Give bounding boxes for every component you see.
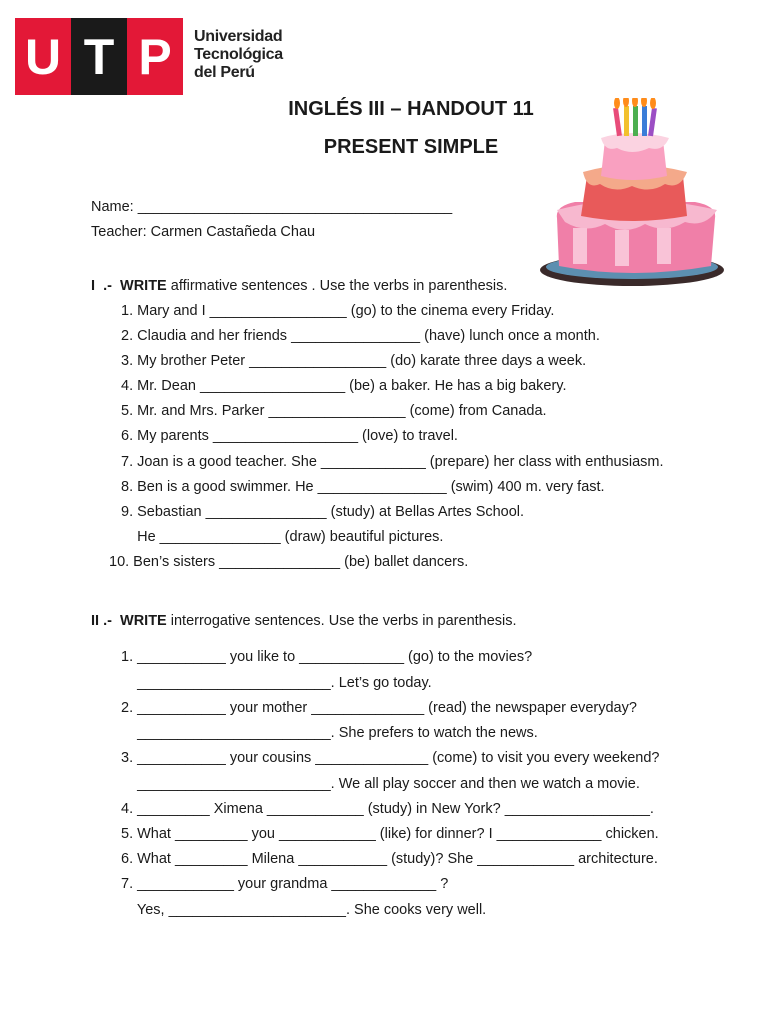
- exercise-2-item: Yes, ______________________. She cooks very well.: [121, 902, 487, 918]
- section-1-number: I .-: [91, 278, 112, 294]
- exercise-1-item: 6. My parents __________________ (love) to travel.: [121, 428, 458, 444]
- exercise-2-item: 6. What _________ Milena ___________ (study)? She ____________ architecture.: [121, 851, 658, 867]
- birthday-cake-illustration: [535, 98, 730, 293]
- utp-logo: [15, 18, 183, 95]
- exercise-2-item: ________________________. We all play soccer and then we watch a movie.: [121, 776, 640, 792]
- university-name: [194, 28, 283, 82]
- exercise-1-item: 9. Sebastian _______________ (study) at Bellas Artes School.: [121, 504, 525, 520]
- exercise-2-item: ________________________. Let’s go today.: [121, 675, 432, 691]
- exercise-2-item: 3. ___________ your cousins ______________ (come) to visit you every weekend?: [121, 750, 660, 766]
- exercise-2-item: 7. ____________ your grandma _____________ ?: [121, 876, 449, 892]
- exercise-1-item: 5. Mr. and Mrs. Parker _________________ (come) from Canada.: [121, 403, 547, 419]
- logo-letter-t: T: [71, 18, 127, 95]
- exercise-1-item: 2. Claudia and her friends ________________ (have) lunch once a month.: [121, 328, 600, 344]
- exercise-1-item: 4. Mr. Dean __________________ (be) a baker. He has a big bakery.: [121, 378, 567, 394]
- section-1-keyword: WRITE: [120, 278, 167, 294]
- university-name-line: del Perú: [194, 64, 255, 81]
- handout-subtitle: PRESENT SIMPLE: [323, 136, 499, 158]
- section-2-instruction: interrogative sentences. Use the verbs in parenthesis.: [170, 613, 517, 629]
- exercise-1-item: 10. Ben’s sisters _______________ (be) ballet dancers.: [109, 554, 469, 570]
- exercise-1-item: 7. Joan is a good teacher. She _____________ (prepare) her class with enthusiasm.: [121, 454, 664, 470]
- section-1-heading: [91, 277, 507, 295]
- exercise-1-item: 3. My brother Peter _________________ (do) karate three days a week.: [121, 353, 587, 369]
- university-name-line: Universidad: [194, 28, 283, 45]
- exercise-2-item: 2. ___________ your mother ______________ (read) the newspaper everyday?: [121, 700, 637, 716]
- section-2-keyword: WRITE: [120, 613, 167, 629]
- university-name-line: Tecnológica: [194, 46, 283, 63]
- handout-title: INGLÉS III – HANDOUT 11: [288, 98, 534, 120]
- exercise-1-item: He _______________ (draw) beautiful pictures.: [121, 529, 444, 545]
- exercise-1-item: 8. Ben is a good swimmer. He ________________ (swim) 400 m. very fast.: [121, 479, 605, 495]
- teacher-name: Teacher: Carmen Castañeda Chau: [91, 224, 316, 240]
- logo-letter-p: P: [127, 18, 183, 95]
- exercise-2-item: 5. What _________ you ____________ (like) for dinner? I _____________ chicken.: [121, 826, 659, 842]
- exercise-2-item: 4. _________ Ximena ____________ (study) in New York? __________________.: [121, 801, 654, 817]
- student-name-field: Name: _______________________________________: [91, 199, 453, 215]
- section-2-heading: [91, 612, 517, 630]
- logo-letter-u: U: [15, 18, 71, 95]
- section-2-number: II .-: [91, 613, 112, 629]
- section-1-instruction: affirmative sentences . Use the verbs in parenthesis.: [170, 278, 508, 294]
- exercise-1-item: 1. Mary and I _________________ (go) to the cinema every Friday.: [121, 303, 555, 319]
- exercise-2-item: 1. ___________ you like to _____________ (go) to the movies?: [121, 649, 533, 665]
- exercise-2-item: ________________________. She prefers to watch the news.: [121, 725, 538, 741]
